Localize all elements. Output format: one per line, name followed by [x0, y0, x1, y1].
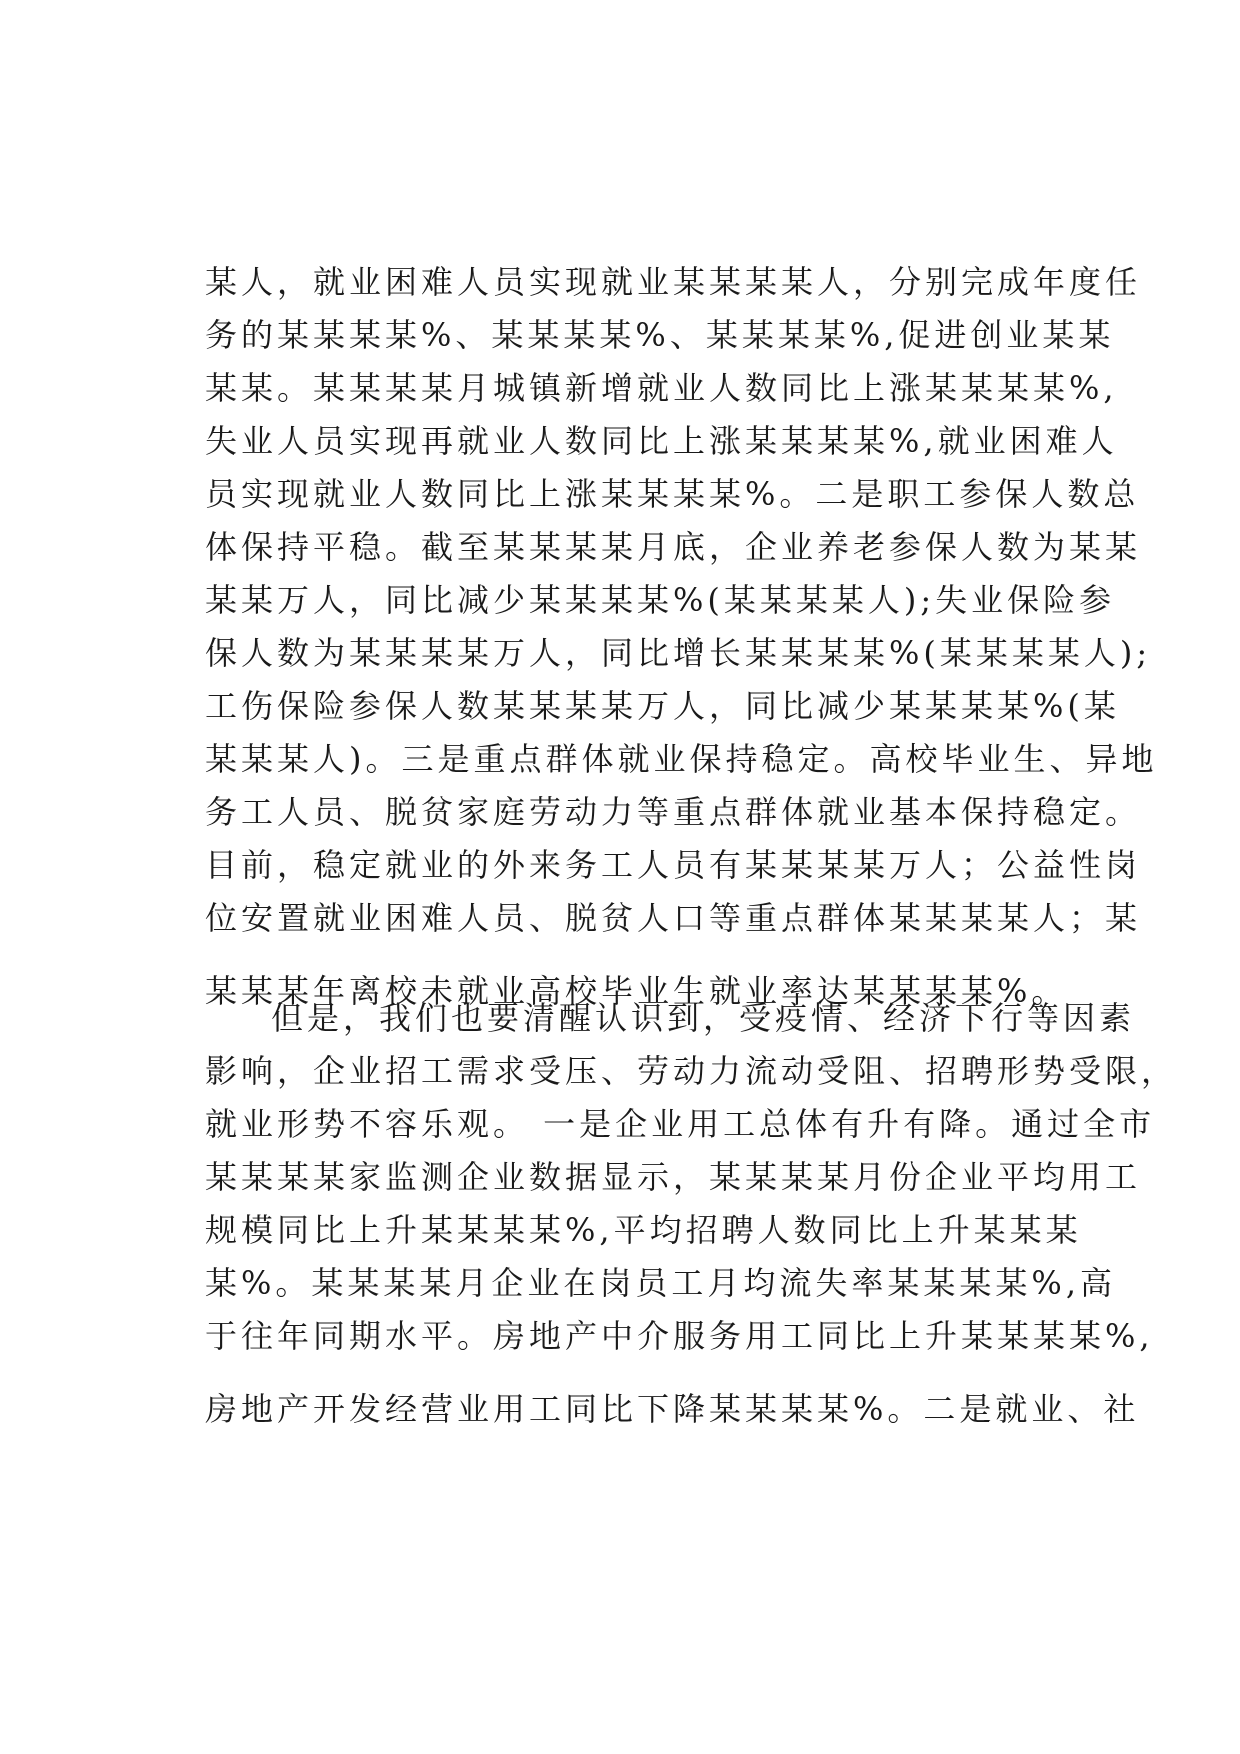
text-line: 某某某人)。三是重点群体就业保持稳定。高校毕业生、异地: [205, 740, 1158, 778]
text-line: 某某某某家监测企业数据显示，某某某某月份企业平均用工: [205, 1158, 1142, 1196]
text-line: 某某万人，同比减少某某某某%(某某某某人);失业保险参: [205, 581, 1116, 619]
text-line: 体保持平稳。截至某某某某月底，企业养老参保人数为某某: [205, 528, 1142, 566]
text-line: 位安置就业困难人员、脱贫人口等重点群体某某某某人；某: [205, 899, 1142, 937]
text-line: 规模同比上升某某某某%,平均招聘人数同比上升某某某: [205, 1211, 1082, 1249]
text-line: 失业人员实现再就业人数同比上涨某某某某%,就业困难人: [205, 422, 1118, 460]
text-line: 某某某年离校未就业高校毕业生就业率达某某某某%。: [205, 972, 1068, 1010]
text-line: 但是，我们也要清醒认识到，受疫情、经济下行等因素: [271, 999, 1136, 1037]
text-line: 目前，稳定就业的外来务工人员有某某某某万人；公益性岗: [205, 846, 1142, 884]
text-line: 某%。某某某某月企业在岗员工月均流失率某某某某%,高: [205, 1264, 1116, 1302]
paragraph-2: [205, 992, 1178, 1436]
text-line: 工伤保险参保人数某某某某万人，同比减少某某某某%(某: [205, 687, 1120, 725]
text-line: 务的某某某某%、某某某某%、某某某某%,促进创业某某: [205, 316, 1115, 354]
text-line: 于往年同期水平。房地产中介服务用工同比上升某某某某%,: [205, 1317, 1154, 1355]
text-line: 某某。某某某某月城镇新增就业人数同比上涨某某某某%,: [205, 369, 1118, 407]
text-line: 某人，就业困难人员实现就业某某某某人，分别完成年度任: [205, 263, 1142, 301]
text-line: 务工人员、脱贫家庭劳动力等重点群体就业基本保持稳定。: [205, 793, 1142, 831]
text-line: 保人数为某某某某万人，同比增长某某某某%(某某某某人);: [205, 634, 1152, 672]
text-line: 就业形势不容乐观。 一是企业用工总体有升有降。通过全市: [205, 1105, 1156, 1143]
text-line: 影响，企业招工需求受压、劳动力流动受阻、招聘形势受限，: [205, 1052, 1178, 1090]
text-line: 员实现就业人数同比上涨某某某某%。二是职工参保人数总: [205, 475, 1140, 513]
text-line: 房地产开发经营业用工同比下降某某某某%。二是就业、社: [205, 1390, 1140, 1428]
